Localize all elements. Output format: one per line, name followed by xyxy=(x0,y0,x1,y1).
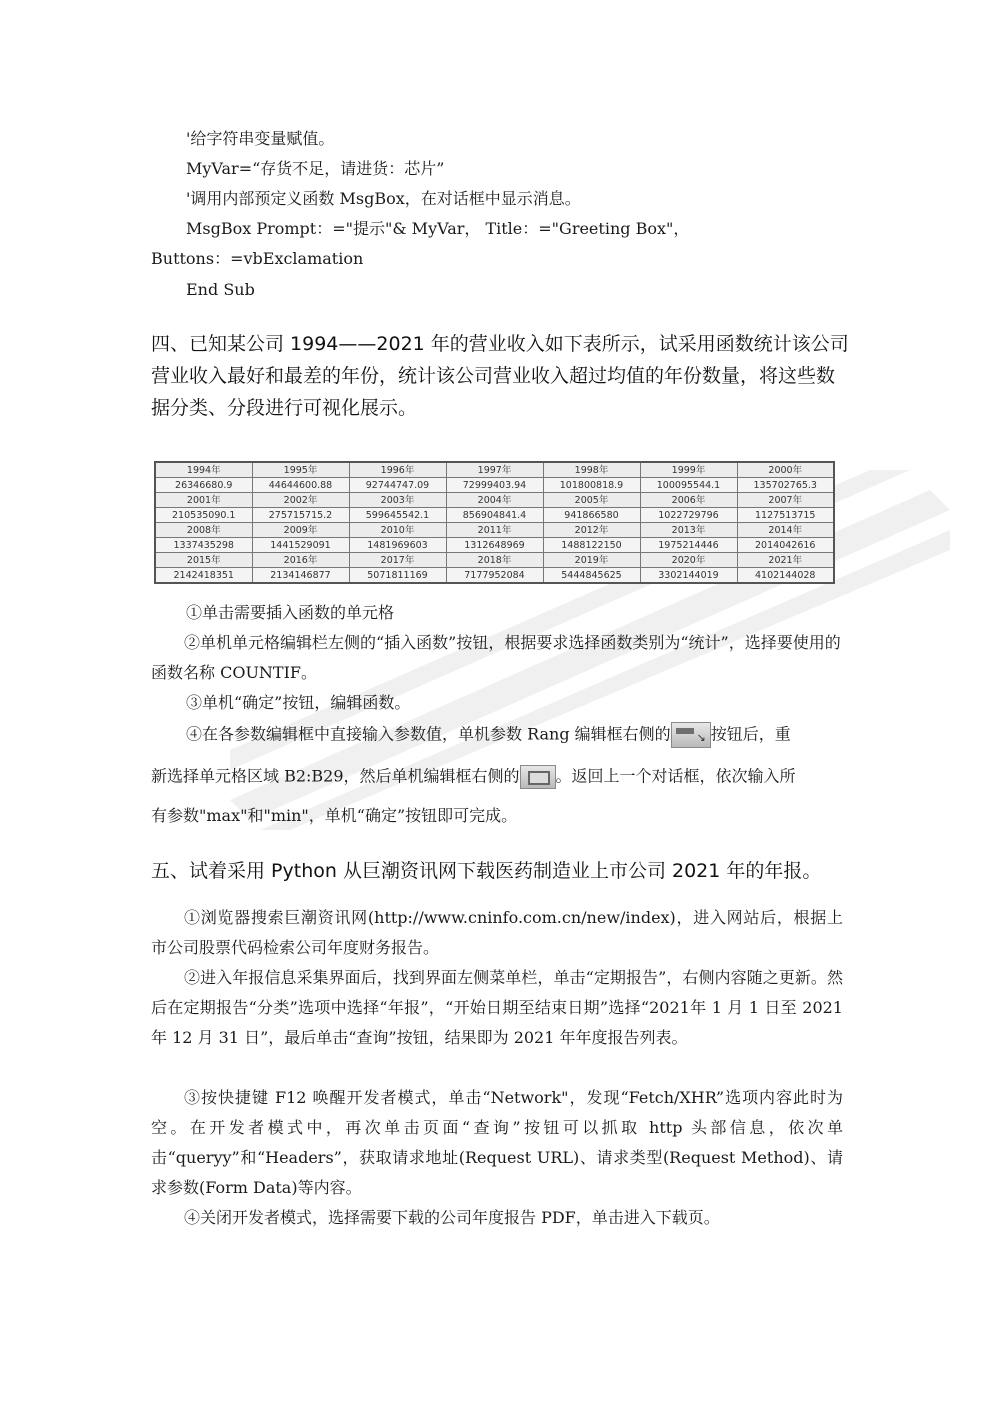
year-cell: 2005年 xyxy=(543,493,640,508)
year-cell: 2010年 xyxy=(349,523,446,538)
section4-heading: 四、已知某公司 1994——2021 年的营业收入如下表所示，试采用函数统计该公司营业收入最好和最差的年份，统计该公司营业收入超过均值的年份数量，将这些数据分类、分段进行可视化展示。 xyxy=(151,333,849,419)
year-cell: 2013年 xyxy=(640,523,737,538)
table-year-row xyxy=(155,523,834,538)
year-cell: 1995年 xyxy=(252,462,349,478)
year-cell: 2020年 xyxy=(640,553,737,568)
code-comment-2: '调用内部预定义函数 MsgBox，在对话框中显示消息。 xyxy=(186,189,581,208)
code-line-msgbox: MsgBox Prompt：="提示"& MyVar， Title：="Greeting Box"， xyxy=(186,219,690,238)
year-cell: 2000年 xyxy=(737,462,834,478)
year-cell: 2015年 xyxy=(155,553,252,568)
year-cell: 2021年 xyxy=(737,553,834,568)
table-value-row xyxy=(155,538,834,553)
section4-step4-text-d: 。返回上一个对话框，依次输入所 xyxy=(555,766,796,786)
year-cell: 2018年 xyxy=(446,553,543,568)
year-cell: 1998年 xyxy=(543,462,640,478)
code-line-myvar: MyVar=“存货不足，请进货：芯片” xyxy=(186,159,445,178)
section5-step2: ②进入年报信息采集界面后，找到界面左侧菜单栏，单击“定期报告”，右侧内容随之更新。然后在定期报告“分类”选项中选择“年报”，“开始日期至结束日期”选择“2021年 1 月 1 日至 2021 年 12 月 31 日”，最后单击“查询”按钮，结果即为 2021 年年度报告列表。 xyxy=(151,968,843,1047)
year-cell: 2009年 xyxy=(252,523,349,538)
table-value-row xyxy=(155,508,834,523)
table-value-row xyxy=(155,568,834,584)
year-cell: 2002年 xyxy=(252,493,349,508)
table-value-row xyxy=(155,478,834,493)
year-cell: 2011年 xyxy=(446,523,543,538)
year-cell: 2001年 xyxy=(155,493,252,508)
year-cell: 2006年 xyxy=(640,493,737,508)
section5-step3: ③按快捷键 F12 唤醒开发者模式，单击“Network"，发现“Fetch/XHR”选项内容此时为空。在开发者模式中，再次单击页面“查询”按钮可以抓取 http 头部信息，依次单击“queryy”和“Headers”，获取请求地址(Request URL)、请求类型(Request Method)、请求参数(Form Data)等内容。 xyxy=(151,1088,843,1197)
revenue-cell: 5444845625 xyxy=(543,568,640,584)
revenue-cell: 2134146877 xyxy=(252,568,349,584)
revenue-cell: 856904841.4 xyxy=(446,508,543,523)
section4-step4-line3: 有参数"max"和"min"，单机“确定”按钮即可完成。 xyxy=(151,806,518,825)
year-cell: 2016年 xyxy=(252,553,349,568)
table-year-row xyxy=(155,553,834,568)
year-cell: 1994年 xyxy=(155,462,252,478)
code-comment-1: '给字符串变量赋值。 xyxy=(186,129,335,148)
revenue-cell: 2014042616 xyxy=(737,538,834,553)
section4-step4-text-b: 按钮后，重 xyxy=(710,724,791,744)
year-cell: 2004年 xyxy=(446,493,543,508)
code-line-buttons: Buttons：=vbExclamation xyxy=(151,249,364,268)
revenue-cell: 1481969603 xyxy=(349,538,446,553)
year-cell: 1999年 xyxy=(640,462,737,478)
revenue-cell: 135702765.3 xyxy=(737,478,834,493)
section4-step4-line1 xyxy=(186,722,791,748)
revenue-cell: 1441529091 xyxy=(252,538,349,553)
section5-step4: ④关闭开发者模式，选择需要下载的公司年度报告 PDF，单击进入下载页。 xyxy=(184,1208,720,1227)
revenue-cell: 26346680.9 xyxy=(155,478,252,493)
year-cell: 2012年 xyxy=(543,523,640,538)
year-cell: 2014年 xyxy=(737,523,834,538)
revenue-cell: 1337435298 xyxy=(155,538,252,553)
section4-step2: ②单机单元格编辑栏左侧的“插入函数”按钮，根据要求选择函数类别为“统计”，选择要使用的函数名称 COUNTIF。 xyxy=(151,633,841,682)
revenue-cell: 1488122150 xyxy=(543,538,640,553)
collapse-dialog-icon: ↘ xyxy=(671,722,711,748)
section4-step3: ③单机“确定”按钮，编辑函数。 xyxy=(186,693,411,712)
revenue-cell: 1127513715 xyxy=(737,508,834,523)
revenue-table xyxy=(154,461,835,584)
revenue-cell: 210535090.1 xyxy=(155,508,252,523)
revenue-cell: 275715715.2 xyxy=(252,508,349,523)
revenue-cell: 1312648969 xyxy=(446,538,543,553)
section4-step4-text-a: ④在各参数编辑框中直接输入参数值，单机参数 Rang 编辑框右侧的 xyxy=(186,724,671,744)
year-cell: 2008年 xyxy=(155,523,252,538)
section4-step4-text-c: 新选择单元格区域 B2:B29，然后单机编辑框右侧的 xyxy=(151,766,520,786)
expand-dialog-icon xyxy=(520,765,556,789)
code-line-endsub: End Sub xyxy=(186,280,255,299)
table-year-row xyxy=(155,462,834,478)
year-cell: 2007年 xyxy=(737,493,834,508)
revenue-cell: 1022729796 xyxy=(640,508,737,523)
revenue-cell: 941866580 xyxy=(543,508,640,523)
section4-step1: ①单击需要插入函数的单元格 xyxy=(186,603,395,622)
section5-heading: 五、试着采用 Python 从巨潮资讯网下载医药制造业上市公司 2021 年的年报。 xyxy=(151,860,822,882)
revenue-cell: 2142418351 xyxy=(155,568,252,584)
revenue-cell: 3302144019 xyxy=(640,568,737,584)
revenue-cell: 1975214446 xyxy=(640,538,737,553)
revenue-cell: 599645542.1 xyxy=(349,508,446,523)
year-cell: 1996年 xyxy=(349,462,446,478)
revenue-cell: 44644600.88 xyxy=(252,478,349,493)
table-year-row xyxy=(155,493,834,508)
revenue-cell: 4102144028 xyxy=(737,568,834,584)
section5-step1: ①浏览器搜索巨潮资讯网(http://www.cninfo.com.cn/new/index)，进入网站后，根据上市公司股票代码检索公司年度财务报告。 xyxy=(151,908,843,957)
section4-step4-line2 xyxy=(151,765,796,789)
year-cell: 2017年 xyxy=(349,553,446,568)
year-cell: 2019年 xyxy=(543,553,640,568)
revenue-cell: 7177952084 xyxy=(446,568,543,584)
revenue-cell: 101800818.9 xyxy=(543,478,640,493)
revenue-cell: 5071811169 xyxy=(349,568,446,584)
year-cell: 1997年 xyxy=(446,462,543,478)
revenue-cell: 92744747.09 xyxy=(349,478,446,493)
revenue-cell: 100095544.1 xyxy=(640,478,737,493)
year-cell: 2003年 xyxy=(349,493,446,508)
revenue-cell: 72999403.94 xyxy=(446,478,543,493)
